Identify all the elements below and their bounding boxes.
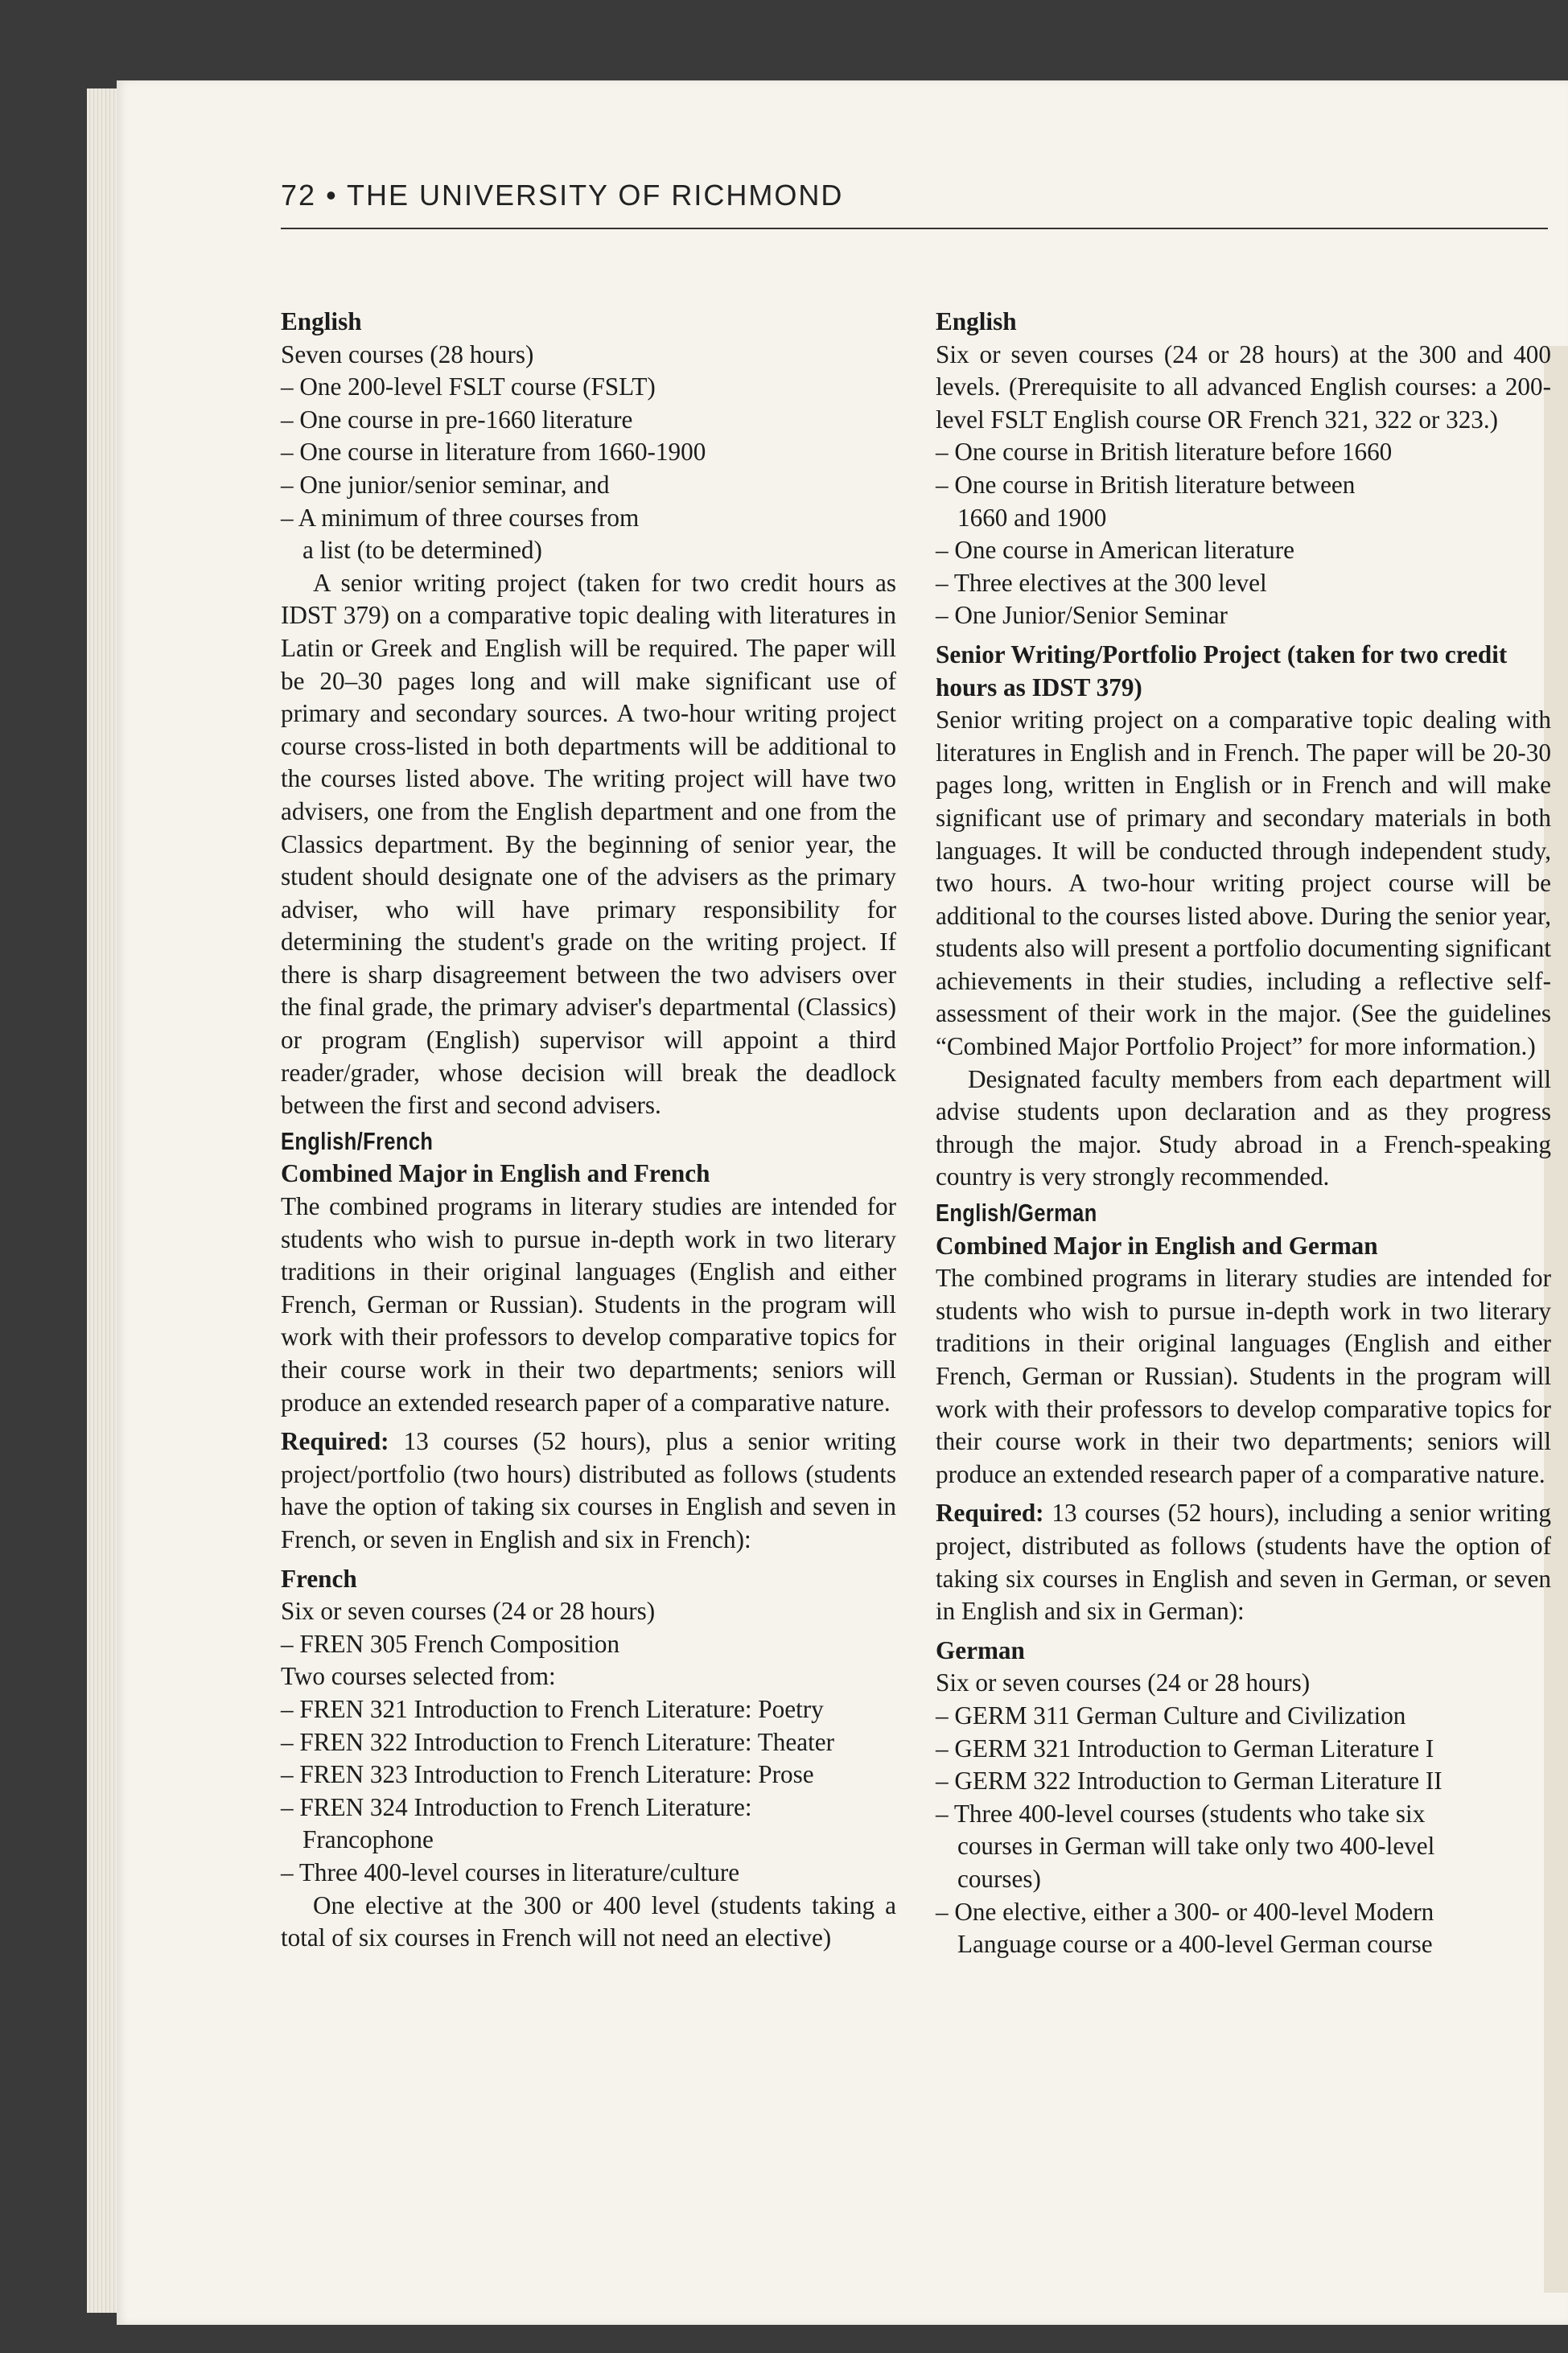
list-item: – Three electives at the 300 level bbox=[936, 568, 1267, 597]
english-french-intro: The combined programs in literary studies are intended for students who wish to pursue in-depth work in two literary traditions in their original languages (English and either French, German or Russian). Students in the program will work with their professors to develop comparative topics for their course work in their two departments; seniors will produce an extended research paper of a comparative nature. bbox=[281, 1192, 896, 1417]
required-label: Required: bbox=[936, 1499, 1044, 1528]
list-item: – Three 400-level courses in literature/culture bbox=[281, 1857, 740, 1886]
english-french-required bbox=[281, 1425, 896, 1556]
english-german-subheading: Combined Major in English and German bbox=[936, 1231, 1378, 1260]
writing-project-paragraph: A senior writing project (taken for two credit hours as IDST 379) on a comparative topic dealing with literatures in Latin or Greek and English will be required. The paper will be 20–30 pages long and will make significant use of primary and secondary sources. A two-hour writing project course cross-listed in both departments will be additional to the courses listed above. The writing project will have two advisers, one from the English department and one from the Classics department. By the beginning of senior year, the student should designate one of the advisers as the primary adviser, who will have primary responsibility for determining the student's grade on the writing project. If there is sharp disagreement between the two advisers over the final grade, the primary adviser's departmental (Classics) or program (English) supervisor will appoint a third reader/grader, whose decision will break the deadlock between the first and second advisers. bbox=[281, 568, 896, 1120]
french-summary: Six or seven courses (24 or 28 hours) bbox=[281, 1597, 656, 1626]
english-heading: English bbox=[281, 307, 362, 335]
list-item: – One elective, either a 300- or 400-level Modern Language course or a 400-level German course bbox=[936, 1897, 1434, 1959]
required-text: 13 courses (52 hours), plus a senior writing project/portfolio (two hours) distributed as follows (students have the option of taking six courses in English and seven in French, or seven in English and six in French): bbox=[281, 1427, 896, 1553]
english-german-required bbox=[936, 1497, 1551, 1627]
english-summary: Six or seven courses (24 or 28 hours) at the 300 and 400 levels. (Prerequisite to all advanced English courses: a 200-level FSLT English course OR French 321, 322 or 323.) bbox=[936, 339, 1551, 434]
list-item: – FREN 324 Introduction to French Literature: Francophone bbox=[281, 1792, 752, 1854]
list-item: – FREN 322 Introduction to French Literature: Theater bbox=[281, 1727, 834, 1756]
list-item: – One course in literature from 1660-1900 bbox=[281, 438, 706, 467]
page-edge bbox=[87, 88, 119, 2313]
english-german-heading: English/German bbox=[936, 1199, 1097, 1228]
english-german-intro: The combined programs in literary studies are intended for students who wish to pursue in-depth work in two literary traditions in their original languages (English and either French, German or Russian). Students in the program will work with their professors to develop comparative topics for their course work in their two departments; seniors will produce an extended research paper of a comparative nature. bbox=[936, 1264, 1551, 1488]
required-text: 13 courses (52 hours), including a senior writing project, distributed as follows (students have the option of taking six courses in English and seven in German, or seven in English and six in German): bbox=[936, 1499, 1551, 1626]
list-item: – One course in British literature before 1660 bbox=[936, 438, 1393, 467]
list-item: – One course in American literature bbox=[936, 536, 1294, 565]
list-item: – One Junior/Senior Seminar bbox=[936, 601, 1228, 630]
german-heading: German bbox=[936, 1635, 1025, 1664]
advising-paragraph: Designated faculty members from each department will advise students upon declaration and as they progress through the major. Study abroad in a French-speaking country is very strongly recommended. bbox=[936, 1064, 1551, 1191]
header-rule bbox=[281, 228, 1548, 229]
portfolio-paragraph: Senior writing project on a comparative topic dealing with literatures in English and in French. The paper will be 20-30 pages long, written in English or in French and will make significant use of primary and secondary materials in both languages. It will be conducted through independent study, two hours. A two-hour writing project course will be additional to the courses listed above. During the senior year, students also will present a portfolio documenting significant achievements in their studies, including a reflective self-assessment of their work in the major. (See the guidelines “Combined Major Portfolio Project” for more information.) bbox=[936, 705, 1551, 1061]
list-item: – FREN 323 Introduction to French Literature: Prose bbox=[281, 1760, 814, 1789]
german-summary: Six or seven courses (24 or 28 hours) bbox=[936, 1668, 1311, 1697]
english-french-subheading: Combined Major in English and French bbox=[281, 1159, 710, 1188]
list-item: – FREN 321 Introduction to French Literature: Poetry bbox=[281, 1694, 824, 1723]
header-bullet: • bbox=[326, 179, 338, 212]
page-number: 72 bbox=[281, 179, 317, 212]
list-item: – One 200-level FSLT course (FSLT) bbox=[281, 372, 656, 401]
list-item: – One junior/senior seminar, and bbox=[281, 470, 610, 499]
list-item: – One course in British literature between 1660 and 1900 bbox=[936, 470, 1356, 532]
english-summary: Seven courses (28 hours) bbox=[281, 339, 534, 368]
french-selected-label: Two courses selected from: bbox=[281, 1662, 556, 1691]
left-column bbox=[281, 306, 896, 1955]
list-item: – GERM 321 Introduction to German Literature I bbox=[936, 1734, 1434, 1763]
list-item: – FREN 305 French Composition bbox=[281, 1629, 620, 1658]
list-item: – GERM 311 German Culture and Civilization bbox=[936, 1701, 1406, 1730]
list-item: – One course in pre-1660 literature bbox=[281, 405, 633, 434]
list-item: – GERM 322 Introduction to German Literature II bbox=[936, 1767, 1442, 1796]
french-elective-note: One elective at the 300 or 400 level (students taking a total of six courses in French will not need an elective) bbox=[281, 1890, 896, 1952]
list-item: – Three 400-level courses (students who take six courses in German will take only two 400-level courses) bbox=[936, 1799, 1435, 1893]
right-column bbox=[936, 306, 1551, 1961]
required-label: Required: bbox=[281, 1427, 389, 1456]
french-heading: French bbox=[281, 1564, 357, 1593]
running-title: THE UNIVERSITY OF RICHMOND bbox=[347, 179, 844, 212]
portfolio-heading: Senior Writing/Portfolio Project (taken for two credit hours as IDST 379) bbox=[936, 640, 1508, 701]
english-heading: English bbox=[936, 307, 1017, 335]
english-french-heading: English/French bbox=[281, 1126, 434, 1155]
running-header bbox=[281, 179, 843, 212]
list-item: – A minimum of three courses from a list (to be determined) bbox=[281, 503, 640, 565]
